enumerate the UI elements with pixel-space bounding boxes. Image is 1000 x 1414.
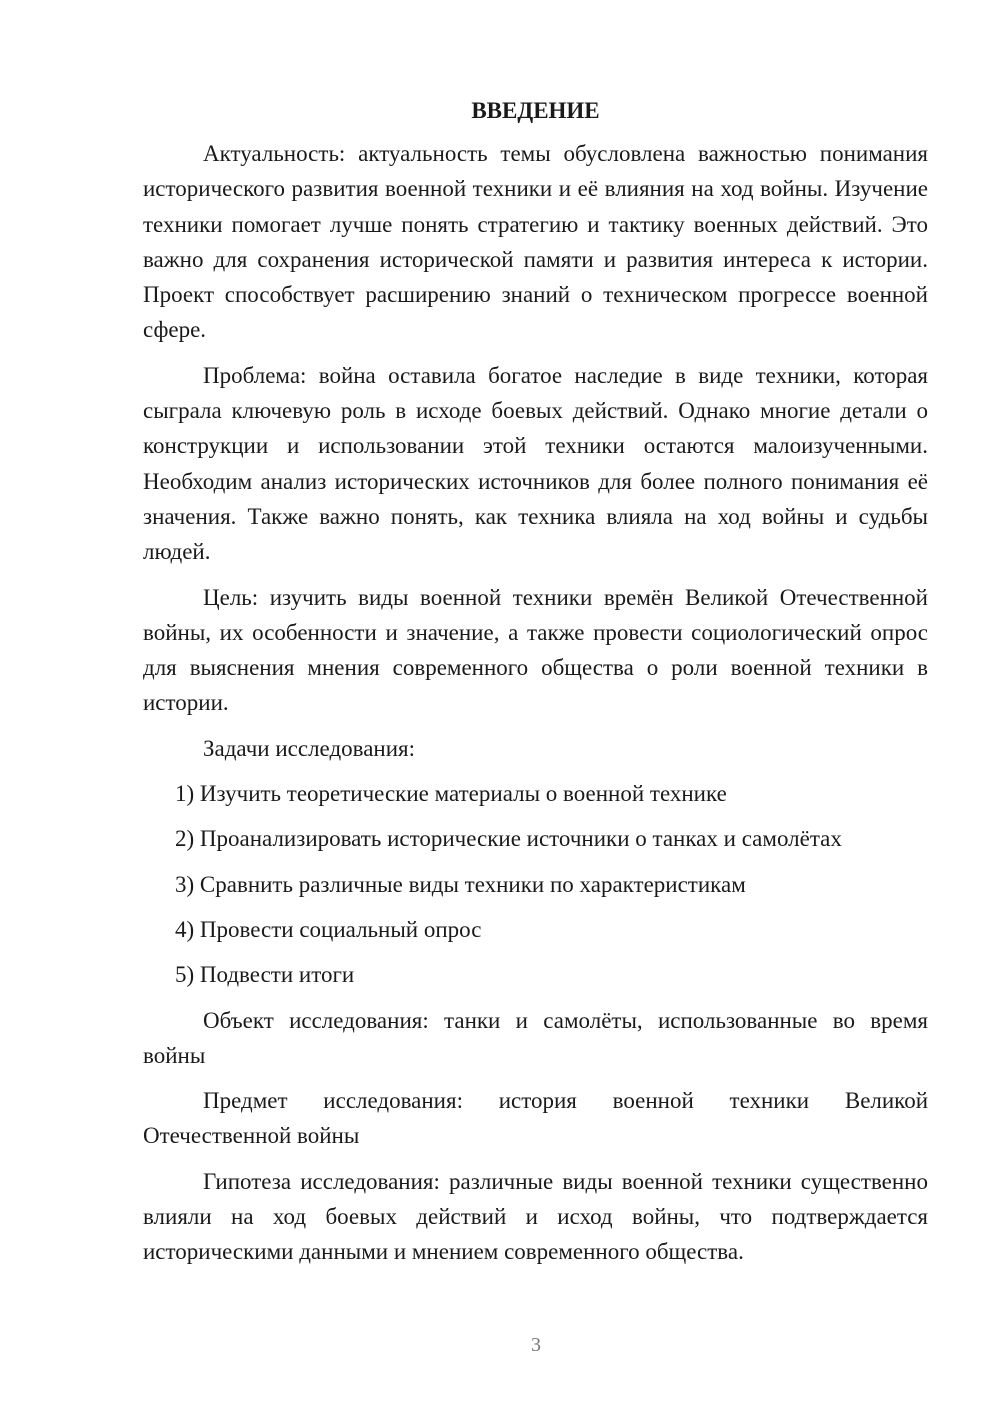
paragraph-relevance: Актуальность: актуальность темы обусловлена важностью понимания исторического развития военной техники и её влияния на ход войны. Изучение техники помогает лучше понять стратегию и тактику военных действий. Это важно для сохранения исторической памяти и развития интереса к истории. Проект способствует расширению знаний о техническом прогрессе военной сфере.	[143, 141, 928, 343]
tasks-heading: Задачи исследования:	[203, 735, 416, 761]
list-item: 3) Сравнить различные виды техники по характеристикам	[175, 871, 746, 897]
tasks-list	[143, 776, 928, 992]
list-item: 4) Провести социальный опрос	[175, 916, 482, 942]
paragraph-problem: Проблема: война оставила богатое наследие в виде техники, которая сыграла ключевую роль в исходе боевых действий. Однако многие детали о конструкции и использовании этой техники остаются малоизученными. Необходим анализ исторических источников для более полного понимания её значения. Также важно понять, как техника влияла на ход войны и судьбы людей.	[143, 362, 928, 565]
page-content	[143, 96, 928, 1280]
list-item: 5) Подвести итоги	[175, 962, 355, 988]
paragraph-hypothesis: Гипотеза исследования: различные виды военной техники существенно влияли на ход боевых действий и исход войны, что подтверждается историческими данными и мнением современного общества.	[143, 1168, 928, 1265]
paragraph-object: Объект исследования: танки и самолёты, использованные во время войны	[143, 1007, 928, 1068]
page-number: 3	[531, 1334, 541, 1356]
paragraph-goal: Цель: изучить виды военной техники времён Великой Отечественной войны, их особенности и значение, а также провести социологический опрос для выяснения мнения современного общества о роли военной техники в истории.	[143, 584, 928, 716]
section-title: ВВЕДЕНИЕ	[471, 98, 600, 123]
list-item: 2) Проанализировать исторические источники о танках и самолётах	[175, 826, 842, 852]
paragraph-subject: Предмет исследования: история военной техники Великой Отечественной войны	[143, 1088, 928, 1149]
list-item: 1) Изучить теоретические материалы о военной технике	[175, 781, 727, 807]
